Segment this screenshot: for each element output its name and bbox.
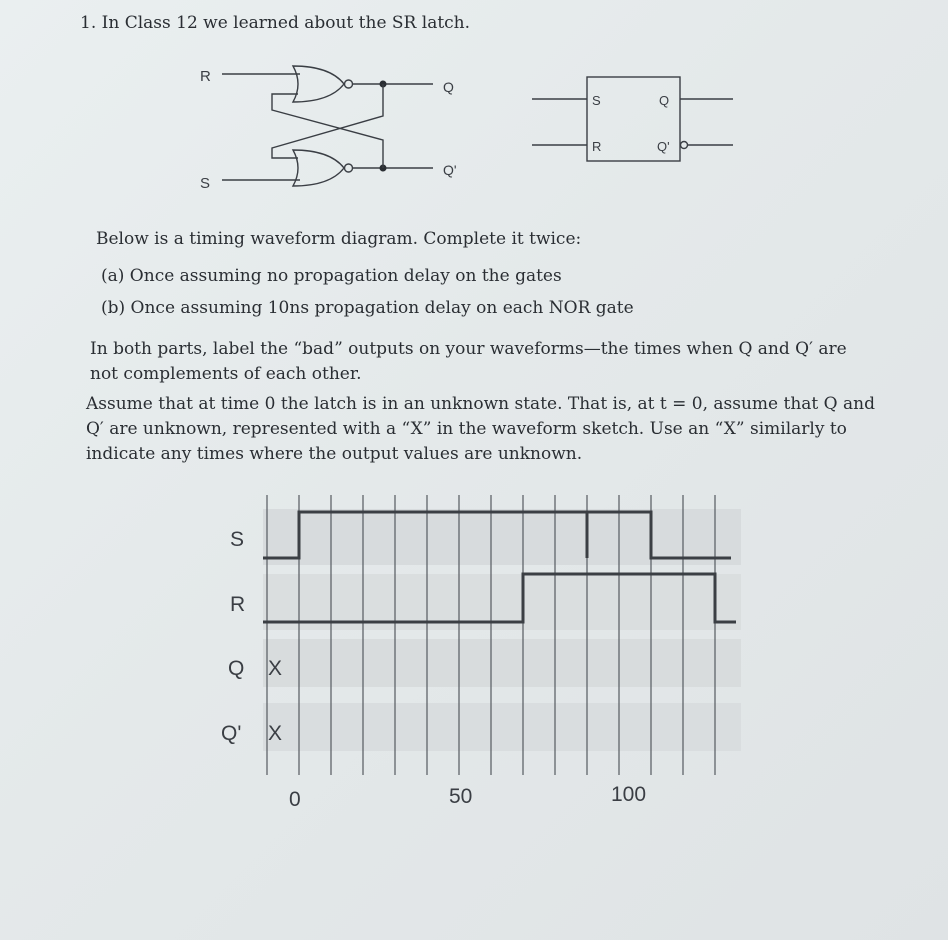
tick-label-0: 0	[289, 788, 301, 811]
tick-label-100: 100	[611, 783, 647, 806]
part-b-text: (b) Once assuming 10ns propagation delay on each NOR gate	[101, 298, 634, 318]
block-q-label: Q	[659, 93, 670, 108]
sr-latch-schematic	[200, 66, 457, 192]
q-prime-signal-label: Q'	[221, 722, 242, 745]
row-shading	[263, 509, 741, 751]
q-row-band	[263, 639, 741, 687]
q-prime-row-band	[263, 703, 741, 751]
bad-outputs-paragraph: In both parts, label the “bad” outputs on your waveforms—the times when Q and Q′ are not complements of each other.	[90, 339, 847, 384]
q-prime-unknown-x: X	[268, 722, 283, 745]
timing-diagram	[221, 495, 741, 811]
instructions-intro: Below is a timing waveform diagram. Complete it twice:	[96, 229, 582, 249]
schematic-r-label: R	[200, 68, 211, 85]
bottom-nor-gate	[293, 150, 353, 186]
part-a-text: (a) Once assuming no propagation delay on the gates	[101, 266, 562, 286]
sr-latch-block	[532, 77, 733, 161]
block-r-label: R	[592, 139, 602, 154]
block-s-label: S	[592, 93, 601, 108]
r-signal-label: R	[230, 593, 246, 616]
schematic-q-label: Q	[443, 79, 454, 95]
schematic-s-label: S	[200, 175, 211, 192]
question-heading: 1. In Class 12 we learned about the SR latch.	[80, 13, 471, 33]
q-prime-feedback-wire	[272, 94, 383, 168]
block-q-prime-label: Q'	[657, 139, 670, 154]
top-nor-gate	[293, 66, 353, 102]
block-q-prime-bubble	[681, 142, 688, 149]
tick-label-50: 50	[449, 785, 473, 808]
q-signal-label: Q	[228, 657, 245, 680]
q-unknown-x: X	[268, 657, 283, 680]
q-feedback-wire	[272, 84, 383, 158]
schematic-q-prime-label: Q'	[443, 162, 457, 178]
unknown-state-paragraph: Assume that at time 0 the latch is in an unknown state. That is, at t = 0, assume that Q and Q′ are unknown, represented with a “X” in the waveform sketch. Use an “X” similarly to indicate any times where the output values are unknown.	[86, 394, 875, 464]
s-signal-label: S	[230, 528, 245, 551]
